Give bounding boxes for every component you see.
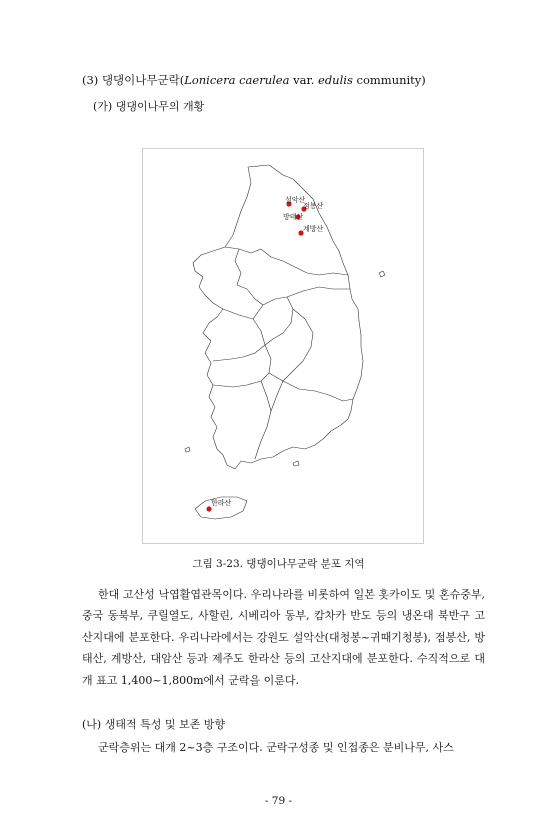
- site-label: 계방산: [303, 225, 324, 233]
- korea-map-svg: [143, 149, 423, 543]
- variety-name: edulis: [318, 73, 353, 87]
- page-number: - 79 -: [264, 795, 293, 807]
- mainland-outline: [193, 165, 363, 469]
- small-island-2: [293, 461, 299, 466]
- heading-suffix: community): [352, 73, 426, 87]
- heading-prefix: (3) 댕댕이나무군락(: [82, 73, 185, 87]
- site-label: 한라산: [211, 499, 232, 507]
- species-name: Lonicera caerulea: [184, 73, 290, 87]
- boundary-jeonbuk: [213, 345, 271, 387]
- site-label: 점봉산: [303, 202, 324, 210]
- var-text: var.: [289, 73, 319, 87]
- body-paragraph: 한대 고산성 낙엽활엽관목이다. 우리나라를 비롯하여 일본 홋카이도 및 혼슈중부, 중국 동북부, 쿠릴열도, 사할린, 시베리아 동부, 캄차카 반도 등의 냉온대 북반구 고산지대에 분포한다. 우리나라에서는 강원도 설악산(대청봉~귀때기청봉), 점봉산, 방태산, 계방산, 대암산 등과 제주도 한라산 등의 고산지대에 분포한다. 수직적으로 대개 표고 1,400~1,800m에서 군락을 이룬다.: [82, 588, 485, 687]
- site-label: 설악산: [285, 196, 306, 204]
- small-island-1: [185, 447, 190, 452]
- boundary-gangwon: [225, 247, 348, 275]
- boundary-gyeongnam: [255, 373, 353, 459]
- figure-caption: 그림 3-23. 댕댕이나무군락 분포 지역: [192, 558, 365, 570]
- distribution-map: [142, 148, 424, 544]
- section2-heading: (나) 생태적 특성 및 보존 방향: [82, 718, 225, 731]
- ulleung-island: [379, 271, 385, 277]
- boundary-jeonnam: [261, 381, 271, 411]
- section-heading: [82, 72, 426, 88]
- subsection-heading: (가) 댕댕이나무의 개황: [93, 100, 205, 113]
- body-paragraph-2: 군락층위는 대개 2~3층 구조이다. 군락구성종 및 인접종은 분비나무, 사스: [98, 741, 454, 754]
- boundary-gyeonggi: [235, 249, 263, 305]
- site-label: 방태산: [283, 213, 304, 221]
- boundary-chungnam: [213, 305, 265, 361]
- site-marker: [206, 506, 211, 511]
- boundary-chungbuk: [263, 297, 293, 345]
- boundary-gyeongbuk: [283, 287, 350, 381]
